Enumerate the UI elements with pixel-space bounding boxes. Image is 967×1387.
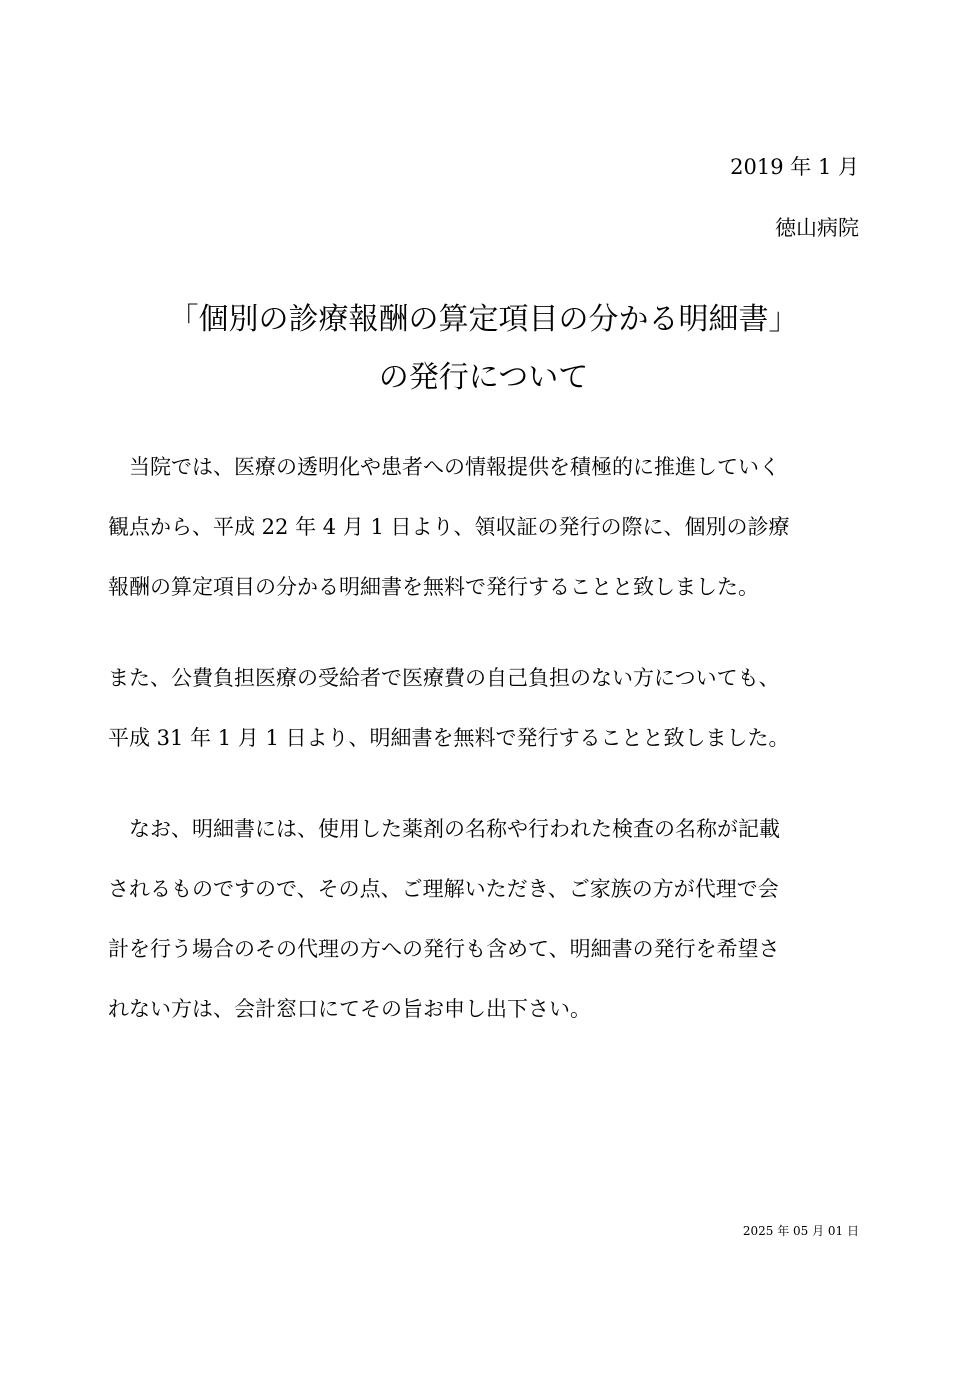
document-title-line-2: の発行について (378, 360, 589, 395)
paragraph-3-line-4: れない方は、会計窓口にてその旨お申し出下さい。 (108, 997, 591, 1021)
paragraph-3-line-3: 計を行う場合のその代理の方への発行も含めて、明細書の発行を希望さ (108, 937, 780, 961)
document-title-line-1: 「個別の診療報酬の算定項目の分かる明細書」 (168, 302, 799, 337)
paragraph-1-line-1: 当院では、医療の透明化や患者への情報提供を積極的に推進していく (108, 455, 780, 479)
paragraph-2-line-1: また、公費負担医療の受給者で医療費の自己負担のない方についても、 (108, 666, 780, 690)
paragraph-2-line-2: 平成 31 年 1 月 1 日より、明細書を無料で発行することと致しました。 (108, 726, 790, 750)
issue-date: 2019 年 1 月 (730, 155, 859, 179)
paragraph-3-line-2: されるものですので、その点、ご理解いただき、ご家族の方が代理で会 (108, 877, 779, 901)
paragraph-1-line-3: 報酬の算定項目の分かる明細書を無料で発行することと致しました。 (108, 575, 759, 599)
footer-date: 2025 年 05 月 01 日 (742, 1224, 859, 1238)
hospital-name: 徳山病院 (775, 216, 859, 240)
paragraph-1-line-2: 観点から、平成 22 年 4 月 1 日より、領収証の発行の際に、個別の診療 (108, 515, 790, 539)
paragraph-3-line-1: なお、明細書には、使用した薬剤の名称や行われた検査の名称が記載 (108, 817, 780, 841)
